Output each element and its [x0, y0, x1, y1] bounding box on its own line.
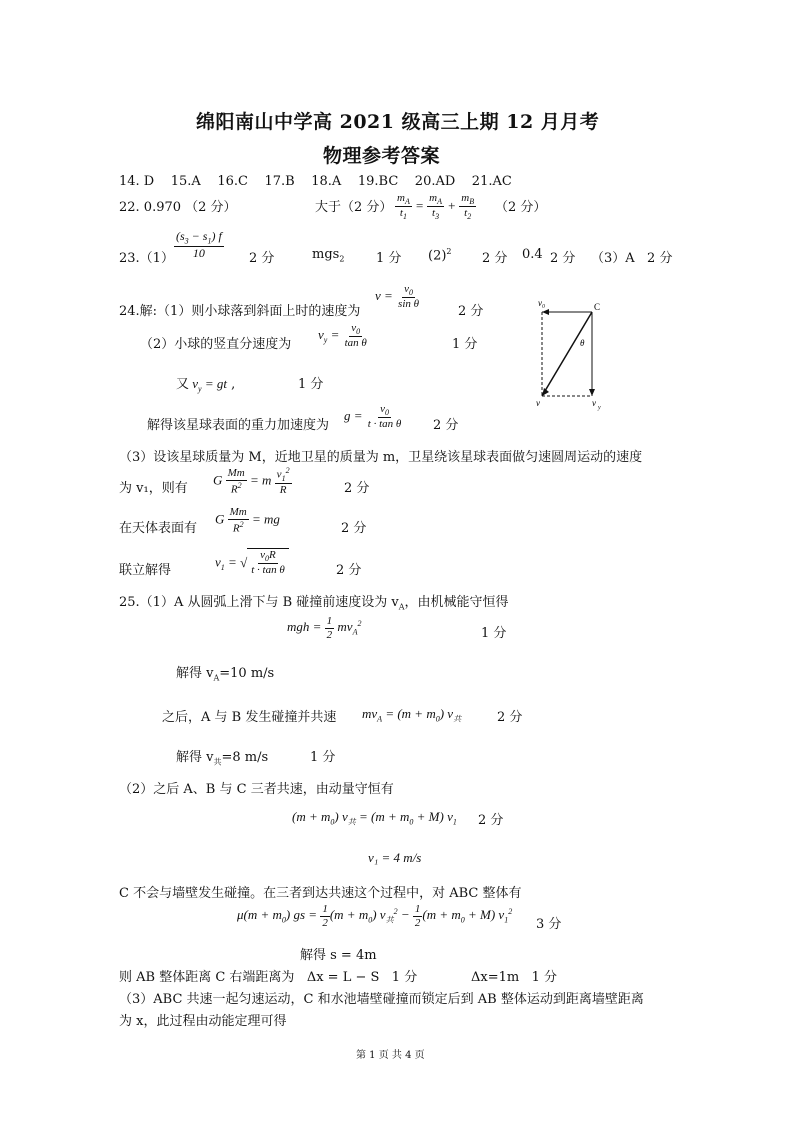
- q24-eq1: v = $\frac{v_0}{\text{sin θ}}$: [375, 283, 420, 311]
- q24-eq8: $v_1$ = √ $\frac{v_0R}{\text{t · tan θ}}$: [215, 548, 289, 577]
- q24-line2-score: 1 分: [452, 337, 478, 352]
- page-footer: 第 1 页 共 4 页: [356, 1050, 425, 1061]
- q24-line1: 24.解:（1）则小球落到斜面上时的速度为: [119, 304, 361, 319]
- q24-line7: 在天体表面有: [119, 521, 198, 536]
- q24-line7-score: 2 分: [341, 521, 367, 536]
- arrowhead-v0: [542, 309, 549, 315]
- q23-part2-sup: 2: [446, 247, 452, 256]
- q24-line1-score: 2 分: [458, 304, 484, 319]
- q23-prefix: 23.（1）: [119, 251, 174, 266]
- diagram-label-v0: v₀: [538, 298, 546, 308]
- q24-line4: 解得该星球表面的重力加速度为: [147, 418, 330, 433]
- q23-score1: 2 分: [249, 251, 275, 266]
- q25-line7: 为 x，此过程由动能定理可得: [119, 1014, 287, 1029]
- q24-eq6: G $\frac{Mm}{R^2}$ = m $\frac{v_1^2}{R}$: [213, 466, 290, 497]
- q24-line3: 又 $v_y$ = gt ,: [176, 376, 236, 394]
- q24-line2: （2）小球的竖直分速度为: [140, 337, 292, 352]
- q22-formula: $\frac{m_A}{t_1}$ = $\frac{m_A}{t_3}$ + $\frac{m_B}{t_2}$: [397, 192, 475, 222]
- q25-solve1-val: =10 m/s: [219, 666, 275, 681]
- diagram-label-c: C: [594, 302, 601, 312]
- q24-eq2: $v_y$ = $\frac{v_0}{\text{tan θ}}$: [318, 322, 367, 350]
- q23-mgs2: mgs$_2$: [312, 247, 345, 264]
- q23-val: 0.4: [522, 247, 543, 262]
- diagram-label-v: v: [536, 398, 540, 408]
- q25-eq5-score: 3 分: [536, 917, 562, 932]
- q25-line4: C 不会与墙壁发生碰撞。在三者到达共速这个过程中，对 ABC 整体有: [119, 886, 522, 901]
- q24-line3-score: 1 分: [298, 377, 324, 392]
- q23-part2-text: (2): [428, 248, 447, 264]
- q24-line6: 为 v₁，则有: [119, 481, 188, 496]
- q24-line3-text: 又: [176, 377, 190, 392]
- q24-line5: （3）设该星球质量为 M，近地卫星的质量为 m，卫星绕该星球表面做匀速圆周运动的速度: [119, 450, 643, 465]
- q23-formula: $\frac{(s_3 - s_1) f}{10}$: [176, 229, 222, 260]
- q22-line-b: 大于（2 分）: [315, 200, 393, 215]
- q25-solve1: 解得 $v_A=10$ m/s: [176, 666, 275, 683]
- q23-mgs-text: mgs: [312, 247, 340, 262]
- q22-line-a: 22. 0.970 （2 分）: [119, 200, 237, 215]
- arrowhead-v: [542, 388, 549, 396]
- q25-line1-text: 25.（1）A 从圆弧上滑下与 B 碰撞前速度设为 v: [119, 595, 399, 610]
- velocity-diagram: [530, 296, 610, 416]
- q24-eq4: g = $\frac{v_0}{\text{t · tan θ}}$: [344, 403, 402, 431]
- q22-score-c: （2 分）: [495, 200, 547, 215]
- q25-eq3-score: 2 分: [478, 813, 504, 828]
- q25-line5b: Δx=1m 1 分: [471, 970, 558, 985]
- q25-line2: 之后，A 与 B 发生碰撞并共速: [162, 710, 337, 725]
- q25-eq2-score: 2 分: [497, 710, 523, 725]
- q25-line3: （2）之后 A、B 与 C 三者共速，由动量守恒有: [119, 782, 394, 797]
- q25-solve2-score: 1 分: [310, 750, 336, 765]
- q23-score3: 2 分: [482, 251, 508, 266]
- q25-solve2-val: =8 m/s: [221, 750, 269, 765]
- q25-eq5: $\mu(m + m_0)$ gs = $\frac{1}{2}$ $(m + m_0)$ $v_共^2$ − $\frac{1}{2}$ $(m + m_0 + M)$ $v_1^2$: [237, 903, 513, 929]
- q25-line6: （3）ABC 共速一起匀速运动，C 和水池墙壁碰撞而锁定后到 AB 整体运动到距离墙壁距离: [119, 992, 644, 1007]
- q24-line6-score: 2 分: [344, 481, 370, 496]
- diagram-label-theta: θ: [580, 338, 585, 348]
- q25-eq2: $mv_A = (m + m_0)$ $v_共$: [362, 706, 462, 724]
- page-title: 绵阳南山中学高 2021 级高三上期 12 月月考: [196, 111, 600, 133]
- diagram-label-vy-sub: y: [598, 405, 601, 411]
- q25-eq1: mgh = $\frac{1}{2}$ $mv_A^2$: [287, 615, 362, 641]
- q25-line1-tail: ，由机械能守恒得: [404, 595, 509, 610]
- q23-score2: 1 分: [376, 251, 402, 266]
- choice-answers: 14. D 15.A 16.C 17.B 18.A 19.BC 20.AD 21.AC: [119, 174, 512, 189]
- arrowhead-vy: [589, 389, 595, 396]
- q25-solve2-text: 解得 v: [176, 750, 214, 765]
- diagram-label-vy: v: [592, 398, 596, 408]
- q25-eq4: v₁ = 4 m/s: [368, 850, 422, 865]
- q25-line1: 25.（1）A 从圆弧上滑下与 B 碰撞前速度设为 $v_A$，由机械能守恒得: [119, 595, 509, 612]
- q25-eq3: $(m + m_0)$ $v_共 = (m + m_0 + M)$ $v_1$: [292, 809, 457, 827]
- q23-part3: （3）A 2 分: [591, 251, 673, 266]
- page-subtitle: 物理参考答案: [323, 145, 441, 167]
- q25-eq1-score: 1 分: [481, 626, 507, 641]
- q25-solve5: 解得 s = 4m: [300, 948, 377, 963]
- q25-line5: 则 AB 整体距离 C 右端距离为 Δx = L − S 1 分: [119, 970, 418, 985]
- q24-line8: 联立解得: [119, 563, 172, 578]
- q24-line8-score: 2 分: [336, 563, 362, 578]
- q23-score4: 2 分: [550, 251, 576, 266]
- q25-solve2: 解得 $v_共=8$ m/s: [176, 750, 269, 767]
- q25-solve1-text: 解得 v: [176, 666, 214, 681]
- q24-line4-score: 2 分: [433, 418, 459, 433]
- diagram-velocity-arrow: [542, 312, 592, 396]
- q23-part2: [428, 247, 452, 263]
- q24-eq7: G $\frac{Mm}{R^2}$ = mg: [215, 506, 280, 535]
